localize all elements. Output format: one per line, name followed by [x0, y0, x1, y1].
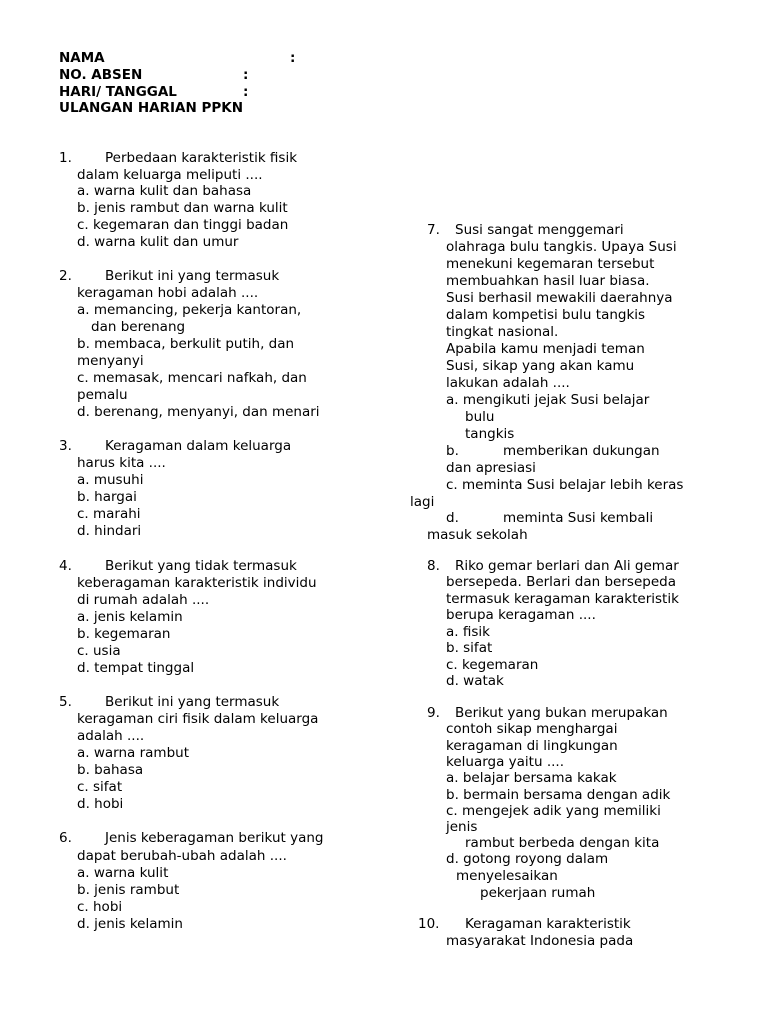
option-c: c. usia: [77, 643, 121, 659]
option-d: d. tempat tinggal: [77, 660, 195, 676]
option-d: d. hindari: [77, 523, 142, 539]
option-c: c. hobi: [77, 899, 123, 915]
option-b-cont: dan apresiasi: [446, 460, 536, 476]
question-text: keberagaman karakteristik individu: [77, 575, 317, 591]
option-d: d. hobi: [77, 796, 124, 812]
option-b: memberikan dukungan: [503, 443, 660, 459]
question-text: keragaman di lingkungan: [446, 738, 618, 754]
option-b: b. bermain bersama dengan adik: [446, 787, 671, 803]
question-text: contoh sikap menghargai: [446, 721, 618, 737]
option-a: a. warna kulit: [77, 865, 169, 881]
question-text: Susi berhasil mewakili daerahnya: [446, 290, 673, 306]
option-c: c. meminta Susi belajar lebih keras: [446, 477, 684, 493]
option-b-letter: b.: [446, 443, 459, 459]
option-a: a. fisik: [446, 624, 490, 640]
question-text: berupa keragaman ....: [446, 607, 596, 623]
page-title: ULANGAN HARIAN PPKN: [59, 100, 243, 116]
option-c: c. sifat: [77, 779, 123, 795]
question-number: 9.: [427, 705, 440, 721]
option-c: c. memasak, mencari nafkah, dan: [77, 370, 307, 386]
question-text: masyarakat Indonesia pada: [446, 933, 634, 949]
option-b: b. bahasa: [77, 762, 144, 778]
option-a: a. warna kulit dan bahasa: [77, 183, 252, 199]
question-text: olahraga bulu tangkis. Upaya Susi: [446, 239, 677, 255]
question-text: keragaman ciri fisik dalam keluarga: [77, 711, 319, 727]
option-d: d. warna kulit dan umur: [77, 234, 239, 250]
option-b: b. membaca, berkulit putih, dan: [77, 336, 295, 352]
question-text: tingkat nasional.: [446, 324, 559, 340]
option-d: d. berenang, menyanyi, dan menari: [77, 404, 320, 420]
question-number: 1.: [59, 150, 72, 166]
question-text: termasuk keragaman karakteristik: [446, 591, 679, 607]
option-b: b. jenis rambut: [77, 882, 180, 898]
option-c-cont: lagi: [410, 494, 435, 510]
question-text: keluarga yaitu ....: [446, 754, 564, 770]
option-a: a. musuhi: [77, 472, 144, 488]
question-text: bersepeda. Berlari dan bersepeda: [446, 574, 676, 590]
question-text: Susi, sikap yang akan kamu: [446, 358, 635, 374]
option-d-cont: pekerjaan rumah: [480, 885, 596, 901]
question-number: 2.: [59, 268, 72, 284]
option-a: a. memancing, pekerja kantoran,: [77, 302, 302, 318]
question-text: Berikut ini yang termasuk: [105, 694, 280, 710]
option-d-letter: d.: [446, 510, 459, 526]
option-a-cont: tangkis: [465, 426, 515, 442]
question-number: 5.: [59, 694, 72, 710]
question-text: Keragaman dalam keluarga: [105, 438, 292, 454]
question-text: di rumah adalah ....: [77, 592, 210, 608]
colon-nama: :: [290, 50, 296, 66]
question-text: Riko gemar berlari dan Ali gemar: [455, 558, 679, 574]
question-text: Perbedaan karakteristik fisik: [105, 150, 298, 166]
question-number: 6.: [59, 830, 72, 846]
option-c-cont: pemalu: [77, 387, 128, 403]
label-hari-tanggal: HARI/ TANGGAL: [59, 84, 177, 100]
option-d: d. jenis kelamin: [77, 916, 183, 932]
question-text: Jenis keberagaman berikut yang: [105, 830, 324, 846]
option-c: c. mengejek adik yang memiliki: [446, 803, 661, 819]
question-text: Apabila kamu menjadi teman: [446, 341, 645, 357]
question-text: menekuni kegemaran tersebut: [446, 256, 655, 272]
option-b-cont: menyanyi: [77, 353, 144, 369]
option-b: b. hargai: [77, 489, 137, 505]
option-a: a. belajar bersama kakak: [446, 770, 617, 786]
option-c: c. kegemaran dan tinggi badan: [77, 217, 289, 233]
option-d-cont: masuk sekolah: [427, 527, 528, 543]
question-text: Berikut ini yang termasuk: [105, 268, 280, 284]
option-c: c. kegemaran: [446, 657, 539, 673]
option-d: d. watak: [446, 673, 504, 689]
question-number: 7.: [427, 222, 440, 238]
option-b: b. sifat: [446, 640, 493, 656]
question-text: harus kita ....: [77, 455, 166, 471]
option-a: a. warna rambut: [77, 745, 189, 761]
colon-hari: :: [243, 84, 249, 100]
label-nama: NAMA: [59, 50, 105, 66]
option-a-cont: dan berenang: [91, 319, 186, 335]
colon-absen: :: [243, 67, 249, 83]
question-text: Berikut yang tidak termasuk: [105, 558, 297, 574]
option-d-cont: menyelesaikan: [456, 868, 558, 884]
option-b: b. kegemaran: [77, 626, 171, 642]
question-text: keragaman hobi adalah ....: [77, 285, 259, 301]
option-a: a. mengikuti jejak Susi belajar: [446, 392, 650, 408]
question-text: membuahkan hasil luar biasa.: [446, 273, 650, 289]
question-text: dapat berubah-ubah adalah ....: [77, 848, 287, 864]
question-number: 10.: [418, 916, 440, 932]
question-number: 4.: [59, 558, 72, 574]
option-d: d. gotong royong dalam: [446, 851, 609, 867]
question-text: Keragaman karakteristik: [465, 916, 631, 932]
question-text: adalah ....: [77, 728, 145, 744]
option-c-cont: jenis: [446, 819, 478, 835]
option-c-cont: rambut berbeda dengan kita: [465, 835, 660, 851]
question-text: dalam keluarga meliputi ....: [77, 167, 263, 183]
option-c: c. marahi: [77, 506, 141, 522]
question-text: Berikut yang bukan merupakan: [455, 705, 668, 721]
option-a: a. jenis kelamin: [77, 609, 183, 625]
question-number: 3.: [59, 438, 72, 454]
option-d: meminta Susi kembali: [503, 510, 654, 526]
question-text: Susi sangat menggemari: [455, 222, 624, 238]
label-no-absen: NO. ABSEN: [59, 67, 143, 83]
question-text: lakukan adalah ....: [446, 375, 570, 391]
question-text: dalam kompetisi bulu tangkis: [446, 307, 646, 323]
question-number: 8.: [427, 558, 440, 574]
option-a-cont: bulu: [465, 409, 495, 425]
option-b: b. jenis rambut dan warna kulit: [77, 200, 288, 216]
